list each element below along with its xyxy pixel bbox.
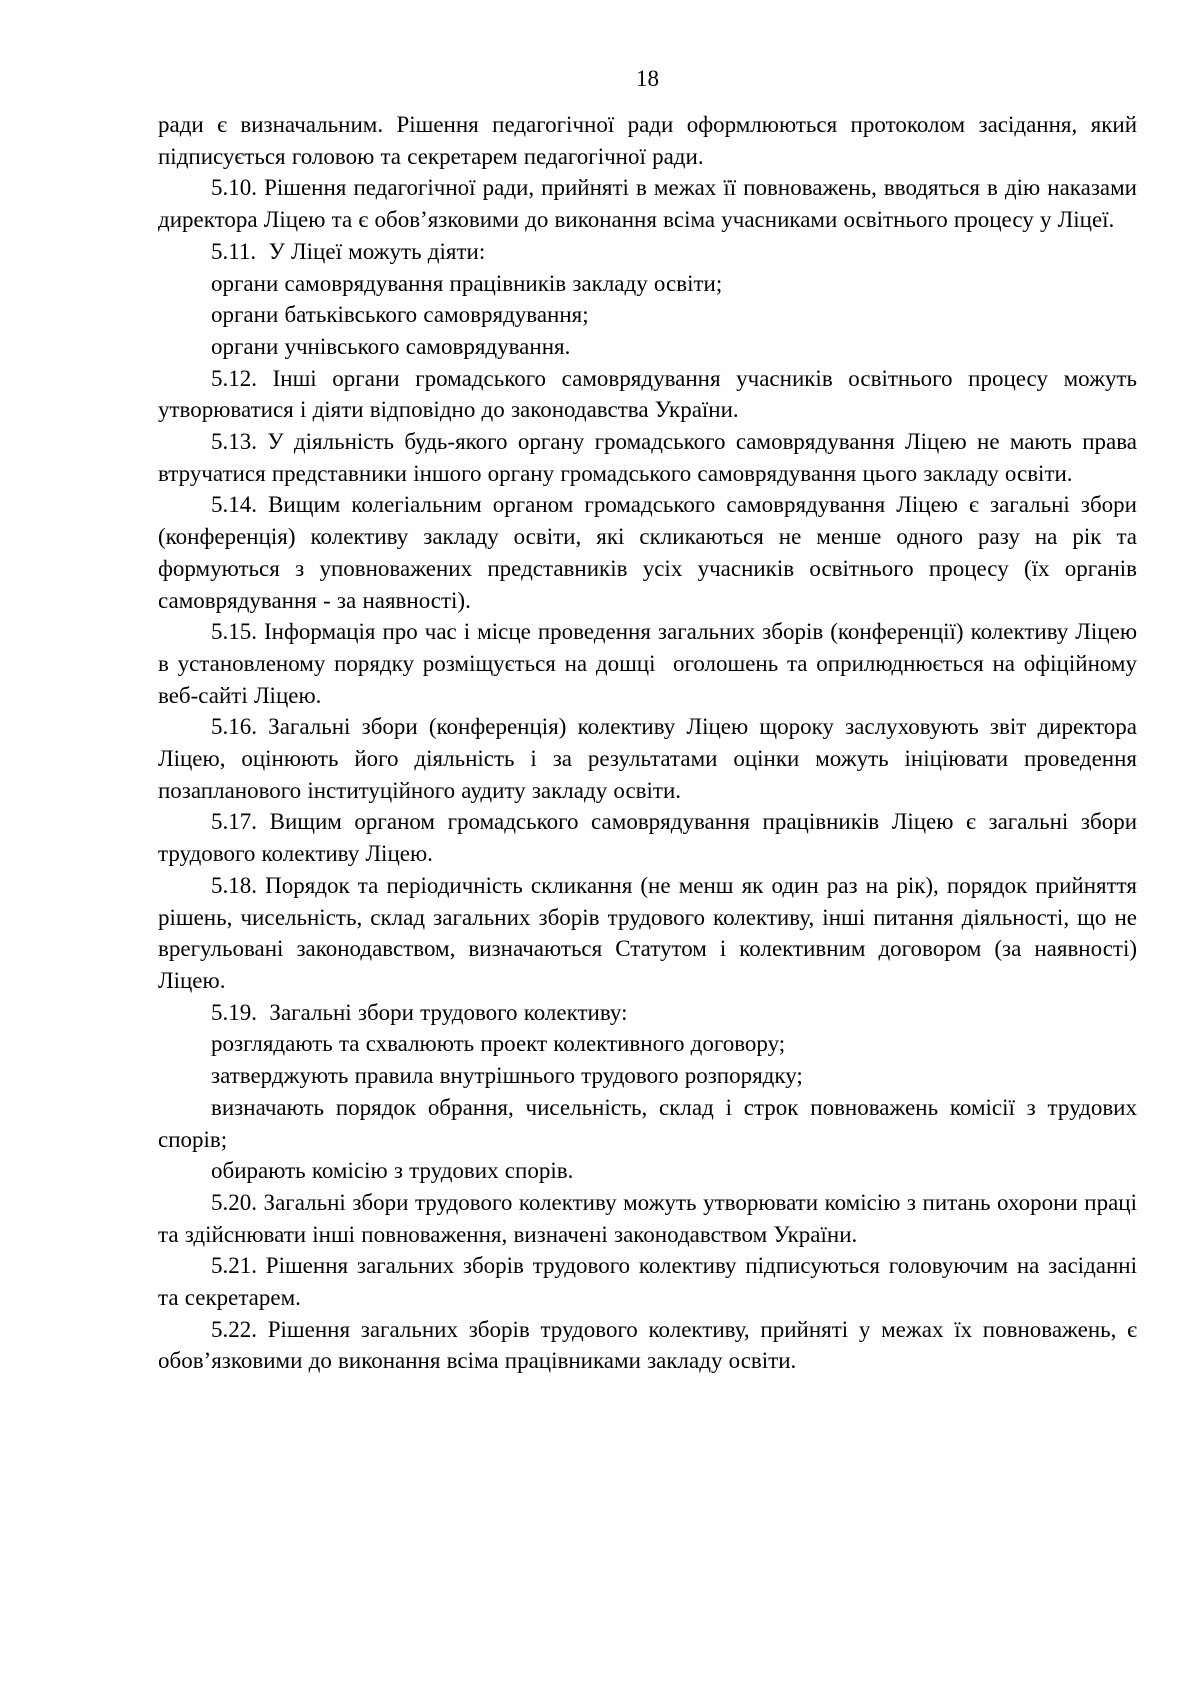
para-5-21: 5.21. Рішення загальних зборів трудового колективу підписуються головуючим на засіданні та секретарем. [158, 1253, 1137, 1311]
para-5-16: 5.16. Загальні збори (конференція) колективу Ліцею щороку заслуховують звіт директора Ліцею, оцінюють його діяльність і за результатами оцінки можуть ініціювати проведення позапланового інституційного аудиту закладу освіти. [158, 714, 1137, 803]
list-item-elect-commission: обирають комісію з трудових спорів. [211, 1158, 574, 1184]
para-5-22: 5.22. Рішення загальних зборів трудового колективу, прийняті у межах їх повноважень, є обов’язковими до виконання всіма працівниками закладу освіти. [158, 1316, 1137, 1374]
para-5-14: 5.14. Вищим колегіальним органом громадського самоврядування Ліцею є загальні збори (конференція) колективу закладу освіти, які скликаються не менше одного разу на рік та формуються з уповноважених представників усіх учасників освітнього процесу (їх органів самоврядування - за наявності). [158, 492, 1137, 613]
list-item-labor-rules: затверджують правила внутрішнього трудового розпорядку; [211, 1063, 803, 1089]
para-5-20: 5.20. Загальні збори трудового колективу можуть утворювати комісію з питань охорони праці та здійснювати інші повноваження, визначені законодавством України. [158, 1189, 1137, 1247]
para-5-15: 5.15. Інформація про час і місце проведення загальних зборів (конференції) колективу Ліцею в установленому порядку розміщується на дошці оголошень та оприлюднюється на офіційному веб-сайті Ліцею. [158, 619, 1137, 708]
para-5-19: 5.19. Загальні збори трудового колективу: [211, 999, 628, 1025]
para-5-10: 5.10. Рішення педагогічної ради, прийняті в межах її повноважень, вводяться в дію наказами директора Ліцею та є обов’язковими до виконання всіма учасниками освітнього процесу у Ліцеї. [158, 175, 1137, 233]
list-item-student-selfgov: органи учнівського самоврядування. [211, 333, 571, 359]
list-item-collective-agreement: розглядають та схвалюють проект колективного договору; [211, 1031, 786, 1057]
list-item-staff-selfgov: органи самоврядування працівників закладу освіти; [211, 270, 723, 296]
document-body [158, 109, 1137, 1377]
list-item-parent-selfgov: органи батьківського самоврядування; [211, 302, 589, 328]
para-continuation: ради є визначальним. Рішення педагогічної ради оформлюються протоколом засідання, який підписується головою та секретарем педагогічної ради. [158, 112, 1137, 169]
list-item-disputes-commission: визначають порядок обрання, чисельність, склад і строк повноважень комісії з трудових спорів; [158, 1094, 1137, 1152]
para-5-13: 5.13. У діяльність будь-якого органу громадського самоврядування Ліцею не мають права втручатися представники іншого органу громадського самоврядування цього закладу освіти. [158, 429, 1137, 486]
para-5-18: 5.18. Порядок та періодичність скликання (не менш як один раз на рік), порядок прийняття рішень, чисельність, склад загальних зборів трудового колективу, інші питання діяльності, що не врегульовані законодавством, визначаються Статутом і колективним договором (за наявності) Ліцею. [158, 872, 1137, 993]
page-number: 18 [636, 66, 659, 91]
para-5-11: 5.11. У Ліцеї можуть діяти: [211, 238, 486, 264]
para-5-17: 5.17. Вищим органом громадського самоврядування працівників Ліцею є загальні збори трудового колективу Ліцею. [158, 809, 1137, 867]
para-5-12: 5.12. Інші органи громадського самоврядування учасників освітнього процесу можуть утворюватися і діяти відповідно до законодавства України. [158, 365, 1137, 423]
